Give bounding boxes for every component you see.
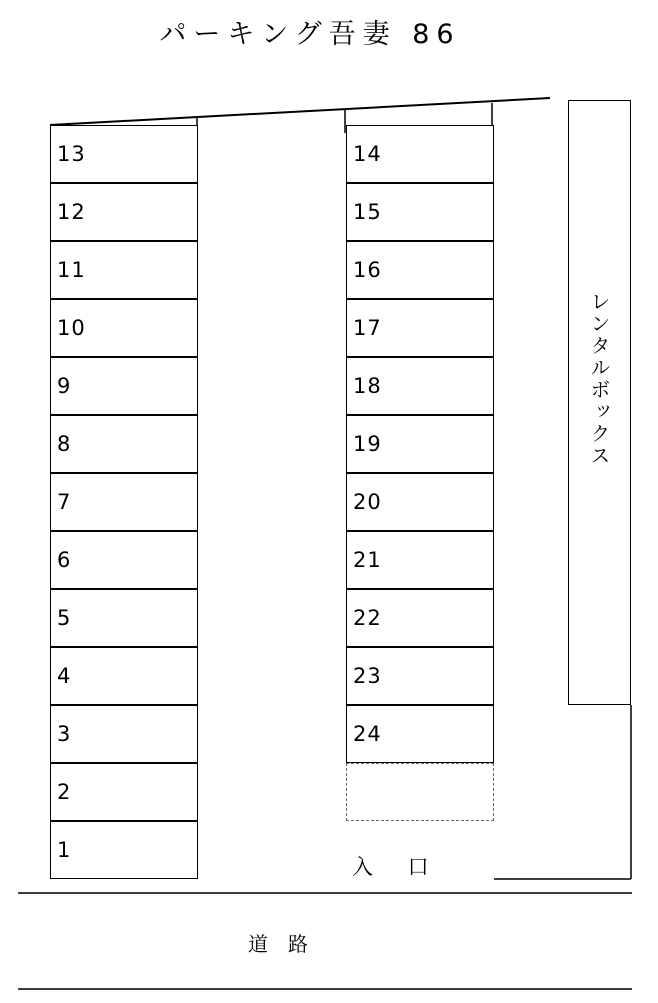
empty-stall-outline	[346, 763, 494, 821]
stall-number: 1	[57, 838, 72, 862]
parking-stall	[50, 647, 198, 705]
rental-box	[568, 100, 631, 705]
parking-stall	[50, 531, 198, 589]
stall-number: 8	[57, 432, 72, 456]
parking-stall	[346, 357, 494, 415]
page-title: パーキング吾妻 86	[159, 19, 461, 50]
stall-number: 5	[57, 606, 72, 630]
parking-stall	[346, 125, 494, 183]
stall-number: 2	[57, 780, 72, 804]
entrance-label: 入 口	[352, 855, 443, 879]
stall-number: 4	[57, 664, 72, 688]
parking-stall	[50, 763, 198, 821]
stall-number: 13	[57, 142, 86, 166]
stall-number: 3	[57, 722, 72, 746]
stall-number: 11	[57, 258, 86, 282]
stall-number: 23	[353, 664, 382, 688]
parking-stall	[346, 589, 494, 647]
stall-number: 15	[353, 200, 382, 224]
stall-number: 19	[353, 432, 382, 456]
parking-stall	[346, 705, 494, 763]
parking-stall	[50, 183, 198, 241]
stall-number: 14	[353, 142, 382, 166]
stall-number: 21	[353, 548, 382, 572]
stall-number: 6	[57, 548, 72, 572]
parking-stall	[50, 357, 198, 415]
parking-stall	[346, 647, 494, 705]
parking-stall	[50, 589, 198, 647]
stall-number: 20	[353, 490, 382, 514]
parking-stall	[346, 473, 494, 531]
top-boundary-line	[50, 98, 550, 125]
road-label: 道 路	[248, 932, 308, 956]
stall-number: 22	[353, 606, 382, 630]
stall-number: 12	[57, 200, 86, 224]
parking-stall	[346, 241, 494, 299]
parking-stall	[346, 415, 494, 473]
parking-stall	[346, 299, 494, 357]
stall-number: 10	[57, 316, 86, 340]
parking-stall	[50, 299, 198, 357]
parking-stall	[346, 531, 494, 589]
stall-number: 18	[353, 374, 382, 398]
stall-number: 17	[353, 316, 382, 340]
stall-number: 16	[353, 258, 382, 282]
parking-stall	[50, 473, 198, 531]
stall-number: 9	[57, 374, 72, 398]
stall-number: 24	[353, 722, 382, 746]
parking-stall	[50, 415, 198, 473]
parking-stall	[50, 821, 198, 879]
parking-stall	[50, 125, 198, 183]
rental-box-label: レンタルボックス	[587, 291, 611, 467]
parking-stall	[50, 241, 198, 299]
parking-stall	[50, 705, 198, 763]
stall-number: 7	[57, 490, 72, 514]
parking-stall	[346, 183, 494, 241]
